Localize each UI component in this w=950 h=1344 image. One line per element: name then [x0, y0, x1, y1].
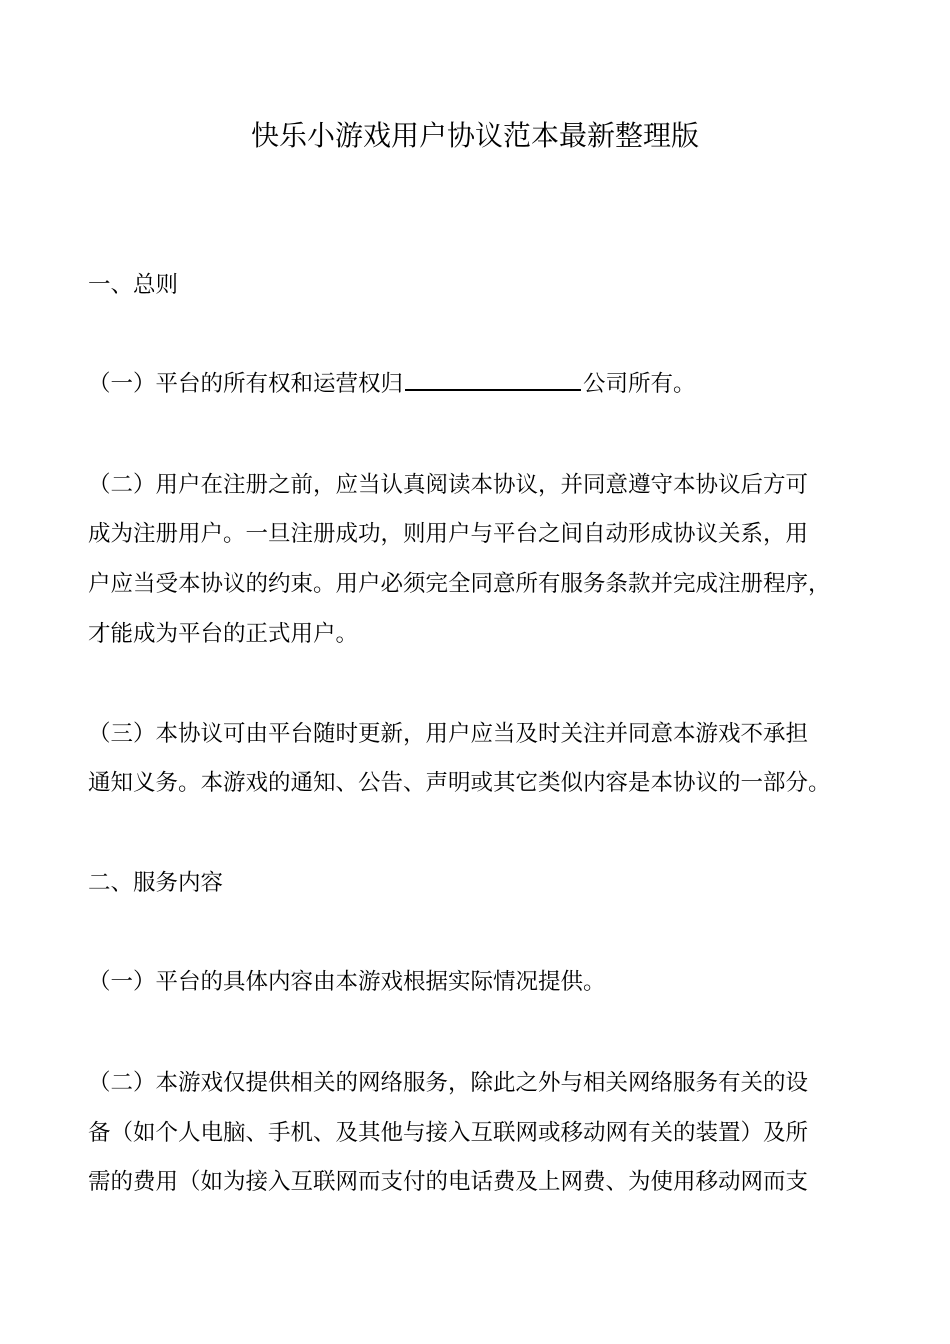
clause-text: 公司所有。: [583, 371, 696, 397]
paragraph-line: 需的费用（如为接入互联网而支付的电话费及上网费、为使用移动网而支: [88, 1169, 809, 1195]
paragraph-line: 备（如个人电脑、手机、及其他与接入互联网或移动网有关的装置）及所: [88, 1120, 809, 1146]
paragraph-line: 成为注册用户。一旦注册成功，则用户与平台之间自动形成协议关系，用: [88, 521, 809, 547]
paragraph-line: 通知义务。本游戏的通知、公告、声明或其它类似内容是本协议的一部分。: [88, 770, 831, 796]
paragraph-line: 才能成为平台的正式用户。: [88, 621, 359, 647]
fill-in-blank[interactable]: [405, 367, 581, 391]
paragraph-line: （二）本游戏仅提供相关的网络服务，除此之外与相关网络服务有关的设: [88, 1070, 809, 1096]
section-heading: 一、总则: [88, 272, 179, 298]
paragraph-line: （二）用户在注册之前，应当认真阅读本协议，并同意遵守本协议后方可: [88, 472, 809, 498]
document-title: 快乐小游戏用户协议范本最新整理版: [250, 119, 699, 152]
paragraph-line: （一）平台的具体内容由本游戏根据实际情况提供。: [88, 969, 606, 995]
paragraph-line: [88, 367, 696, 401]
paragraph-line: （三）本协议可由平台随时更新，用户应当及时关注并同意本游戏不承担: [88, 721, 809, 747]
clause-text: （一）平台的所有权和运营权归: [88, 371, 404, 397]
paragraph-line: 户应当受本协议的约束。用户必须完全同意所有服务条款并完成注册程序，: [88, 571, 831, 597]
section-heading: 二、服务内容: [88, 870, 224, 896]
